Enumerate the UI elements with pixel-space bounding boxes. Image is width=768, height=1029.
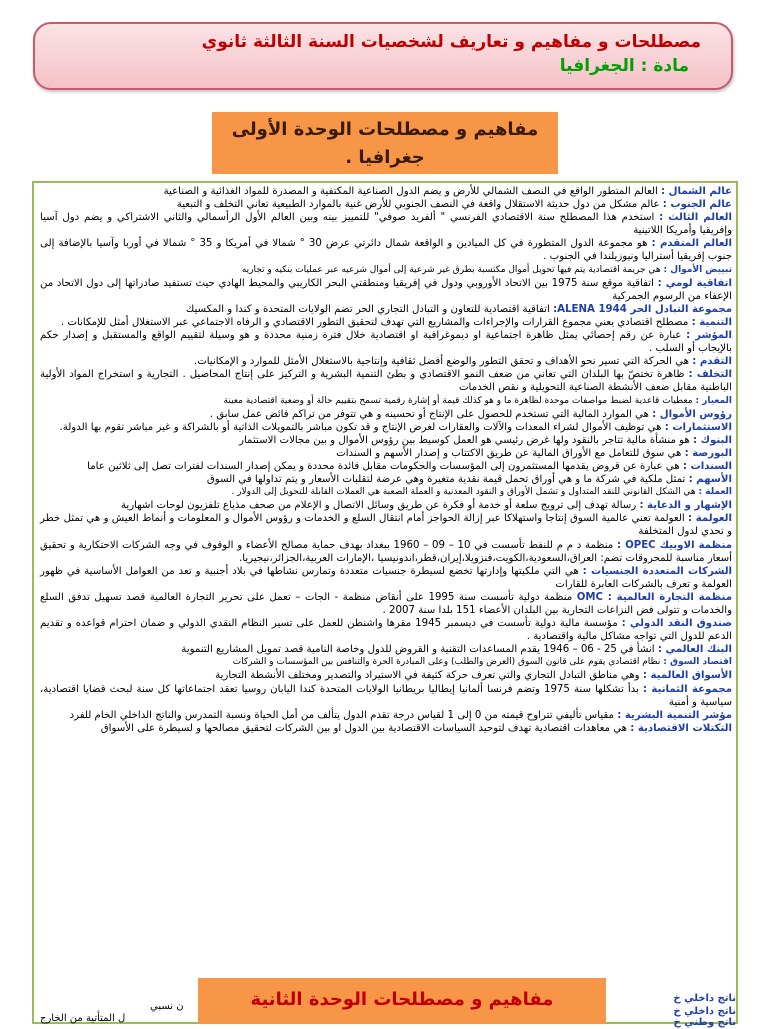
definition-text: عالم مشكل من دول حديثة الاستقلال واقعة في النصف الجنوبي للأرض غنية بالموارد الطبيعية تعاني التخلف و التبعية xyxy=(176,199,663,211)
definition-entry xyxy=(40,565,732,591)
definition-text: هي جريمة اقتصادية يتم فيها تحويل أموال مكتسبة بطرق غير شرعية إلى أموال شرعيه عبر عمليات بنكيه و تجاريه xyxy=(241,264,664,275)
definition-entry xyxy=(40,211,732,237)
definition-term: العملة : xyxy=(698,487,732,498)
definition-term: اقتصاد السوق : xyxy=(663,657,732,668)
peek-row-3 xyxy=(674,1016,736,1029)
definition-term: صندوق النقد الدولي : xyxy=(621,618,732,630)
definition-entry xyxy=(40,643,732,656)
definition-term: المعيار : xyxy=(695,395,732,406)
peek-term: ناتج داخلي خ xyxy=(673,1006,736,1017)
definition-text: انشأ في 25 - 06 – 1946 يقدم المساعدات التقنية و القروض للدول وخاصة النامية قصد تمويل المشاريع التنموية xyxy=(181,644,658,656)
definition-term: التقدم : xyxy=(692,356,732,368)
definition-term: العالم الثالث : xyxy=(659,212,732,224)
definition-text: مقياس تأليفي تتراوح قيمته من 0 إلى 1 لقياس درجة تقدم الدول يتألف من أمل الحياة ونسبة التمدرس والناتج الداخلي الخام للفرد xyxy=(69,709,618,721)
definition-entry xyxy=(40,237,732,263)
definition-term: الشركات المتعددة الجنسيات : xyxy=(582,565,733,577)
definition-text: هي سوق للتعامل مع الأوراق المالية عن طريق الاكتتاب و إصدار الأسهم و السندات xyxy=(336,447,685,459)
definition-term: منظمة التجارة العالمية : OMC xyxy=(576,591,733,603)
unit1-title: مفاهيم و مصطلحات الوحدة الأولى جغرافيا . xyxy=(231,119,539,168)
definition-term: الاستثمارات : xyxy=(664,421,732,433)
definition-entry xyxy=(40,709,732,722)
definition-text: هو منشأة مالية تتاجر بالنقود ولها غرض رئيسي هو العمل كوسيط بين رؤوس الأموال و بين مجالات الاستثمار xyxy=(239,434,694,446)
definition-term: المؤشر : xyxy=(686,330,732,342)
unit2-title: مفاهيم و مصطلحات الوحدة الثانية xyxy=(250,989,554,1010)
definition-term: رؤوس الأموال : xyxy=(652,408,732,420)
definition-entry xyxy=(40,656,732,669)
definition-term: التكتلات الاقتصادية : xyxy=(630,722,732,734)
definition-entry xyxy=(40,669,732,682)
definition-text: منظمة د م م للنفط تأسست في 10 – 09 – 1960 ببغداد بهدف حماية مصالح الأعضاء و الوقوف في وجه الشركات الاحتكارية و تحقيق أسعار مناسبة للمحروقات تضم: العراق،السعودية،الكويت،فنزويلا،إيران،قطر،اندونيسيا ،الإمارات العربية،الجزائر،نيجيريا. xyxy=(40,539,732,564)
definition-text: هي توظيف الأموال لشراء المعدات والآلات والعقارات لغرض الإنتاج و قد تكون مباشر بالتمويلات الذاتية أو بالشراكة و غير مباشر تقوم بها الدولة. xyxy=(59,421,665,433)
definition-term: السندات : xyxy=(682,460,732,472)
definition-term: عالم الشمال : xyxy=(661,186,732,197)
definition-term: البنك العالمي : xyxy=(657,644,732,656)
definition-entry xyxy=(40,539,732,565)
definition-entry xyxy=(40,591,732,617)
unit2-title-box xyxy=(198,978,606,1024)
definition-text: هي الموارد المالية التي تستخدم للحصول على الإنتاج أو تحسينه و هي تتوفر من تراكم فائض عمل سابق . xyxy=(209,408,653,420)
definition-entry xyxy=(40,683,732,709)
definition-term: اتفاقية لومي : xyxy=(657,277,732,289)
peek-text: ن نسبي xyxy=(150,1001,184,1012)
document-title: مصطلحات و مفاهيم و تعاريف لشخصيات السنة الثالثة ثانوي xyxy=(201,32,701,52)
definition-text: مصطلح اقتصادي يعني مجموع القرارات والإجراءات والمشاريع التي تهدف لتحقيق التطور الاقتصادي و الرفاه الاجتماعي عبر الاستغلال أمثل للإمكانات . xyxy=(60,316,692,328)
definition-text: وهي مناطق التبادل التجاري والتي تعرف حركة كثيفة في الاستيراد والتصدير ومختلف الأنشطة التجارية xyxy=(215,670,643,682)
definition-entry xyxy=(40,408,732,421)
definition-entry xyxy=(40,512,732,538)
definition-text: العولمة تعني عالمية السوق إنتاجا واستهلاكا عبر إزالة الحواجز أمام انتقال السلع و الخدمات و رؤوس الأموال و المعلومات و أنماط العيش و هي تمثل خطر و تحدي لدول المتخلفة xyxy=(40,513,732,538)
definition-text: استخدم هذا المصطلح سنة الاقتصادي الفرنسي " ألفريد صوفي" للتمييز بينه وبين العالم الأول الرأسمالي والثاني الاشتراكي و يضم دول آسيا وإفريقيا وأمريكا اللاتينية xyxy=(40,212,732,237)
peek-row-1 xyxy=(673,992,736,1005)
definition-entry xyxy=(40,434,732,447)
definition-entry xyxy=(40,447,732,460)
definition-text: هي الحركة التي تسير نحو الأهداف و تحقق التطور والوضع أفضل ثقافية وإنتاجية بالاستغلال الأمثل للموارد و الإمكانيات. xyxy=(193,356,693,368)
definition-term: عالم الجنوب : xyxy=(662,199,732,211)
definition-term: مجموعة التبادل الحر ALENA 1944: xyxy=(553,303,732,315)
definition-entry xyxy=(40,421,732,434)
definition-term: العولمة : xyxy=(688,513,732,525)
definition-term: مجموعة الثمانية : xyxy=(642,683,733,695)
definition-entry xyxy=(40,329,732,355)
definition-text: عبارة عن رقم إحصائي يمثل ظاهرة اجتماعية او ديموغرافية او اقتصادية خلال فترة زمنية محددة و هو وسيلة لتقييم الواقع والمستقبل و إصدار حكم بالإيجاب أو السلب . xyxy=(40,330,732,355)
definition-entry xyxy=(40,499,732,512)
definitions-box xyxy=(32,181,738,1024)
definition-text: نظام اقتصادي يقوم على قانون السوق (العرض والطلب) وعلى المبادرة الحرة والتنافس بين المؤسسات و الشركات xyxy=(232,657,664,668)
definition-entry xyxy=(40,617,732,643)
definition-text: اتفاقية موقع سنة 1975 بين الاتحاد الأوروبي ودول في إفريقيا ومنطقتي البحر الكاريبي والمحيط الهادي حيث تستفيد صادراتها إلى دول الاتحاد من الإعفاء من الرسوم الجمركية xyxy=(40,277,732,302)
peek-text-2 xyxy=(150,1000,184,1013)
definition-entry xyxy=(40,277,732,303)
definition-term: تبييض الأموال : xyxy=(663,264,732,275)
definition-text: مؤسسة مالية دولية تأسست في ديسمبر 1945 مقرها واشنطن للعمل على تسير النظام النقدي الدولي و ضمان احترام قواعده و تقديم الدعم للدول التي تواجه مشاكل مالية واقتصادية . xyxy=(40,618,732,643)
definition-text: هي الشكل القانوني للنقد المتداول و تشمل الأوراق و النقود المعدنية و العملة الصعبة هي العملات القابلة للتحويل إلى الدولار . xyxy=(231,487,699,498)
definition-term: التنمية : xyxy=(691,316,732,328)
definition-text: بدأ تشكلها سنة 1975 وتضم فرنسا ألمانيا إيطاليا بريطانيا الولايات المتحدة كندا اليابان روسيا تعقد اجتماعاتها كل سنة لبحث قضايا اقتصادية، سياسية و أمنية xyxy=(40,683,732,708)
definition-text: منظمة دولية تأسست سنة 1995 على أنقاض منظمة - الجات – تعمل على تحرير التجارة العالمية قصد تسهيل تدفق السلع والخدمات و تتولى فض النزاعات التجارية بين البلدان الأعضاء 151 بلدا سنة 2007 . xyxy=(40,591,732,616)
definition-term: منظمة الاوبيك OPEC : xyxy=(616,539,732,551)
title-banner xyxy=(33,22,733,90)
definition-text: تمثل ملكية في شركة ما و هي أوراق تحمل قيمة نقدية متغيرة وهي عرضة لتقلبات الأسعار و يتم تداولها في السوق xyxy=(206,474,689,486)
subject-label: مادة : الجغرافيا xyxy=(559,56,689,76)
definition-text: اتفاقية اقتصادية للتعاون و التبادل التجاري الحر تضم الولايات المتحدة و كندا و المكسيك xyxy=(185,303,554,315)
peek-text-3 xyxy=(40,1012,125,1025)
definition-text: ظاهرة تختصّ بها البلدان التي تعاني من ضعف النمو الاقتصادي و بطئ التنمية البشرية و التركيز على إنتاج المحاصيل . التجارية و استخراج المواد الأولية الباطنية مقابل ضعف الأنشطة الصناعية التحويلية و نقص الخدمات xyxy=(40,369,732,394)
definition-text: معطيات قاعدية لضبط مواصفات موحدة لظاهرة ما و هو كذلك قيمة أو إشارة رقمية تسمح بتقييم حالة أو وضعية اقتصادية معينة xyxy=(223,395,696,406)
definition-term: الأسواق العالمية : xyxy=(642,670,732,682)
definition-text: العالم المتطور الواقع في النصف الشمالي للأرض و يضم الدول الصناعية المكتفية و المصدرة للمواد الغذائية و الصناعية xyxy=(163,186,662,197)
definition-text: هي معاهدات اقتصادية تهدف لتوحيد السياسات الاقتصادية بين الدول او بين الشركات لتحقيق مصالحها و لسيطرة على الأسواق xyxy=(100,722,631,734)
definition-entry xyxy=(40,198,732,211)
definition-text: هي التي ملكيتها وإدارتها تخضع لسيطرة جنسيات متعددة وتمارس نشاطها في بلاد أجنبية و تعد من العوامل الأساسية في ظهور العولمة و تعرف بالشركات العابرة للقارات xyxy=(40,565,732,590)
definition-entry xyxy=(40,722,732,735)
definition-term: الإشهار و الدعاية : xyxy=(639,500,732,512)
definition-term: البنوك : xyxy=(693,434,732,446)
definition-term: البورصة : xyxy=(684,447,732,459)
definition-entry xyxy=(40,486,732,499)
definition-entry xyxy=(40,473,732,486)
definition-term: مؤشر التنمية البشرية : xyxy=(617,709,732,721)
definition-entry xyxy=(40,316,732,329)
unit1-title-box xyxy=(212,112,558,174)
peek-term: ناتج وطني خ xyxy=(673,1017,736,1028)
definition-text: رسالة تهدف إلى ترويج سلعة أو خدمة أو فكرة عن طريق وسائل الاتصال و الإعلام من صحف مذياع تلفزيون لوحات اشهارية xyxy=(120,500,640,512)
peek-text: ل المتأتية من الخارج xyxy=(40,1013,126,1024)
definition-text: هي عبارة عن قروض يقدمها المستثمرون إلى المؤسسات والحكومات مقابل فائدة محددة و يمكن إصدار السندات لفترات تصل إلى ثلاثين عاما xyxy=(87,460,683,472)
definition-entry xyxy=(40,264,732,277)
definition-entry xyxy=(40,395,732,408)
definition-entry xyxy=(40,460,732,473)
definition-entry xyxy=(40,303,732,316)
definition-term: العالم المتقدم : xyxy=(651,238,732,250)
definition-entry xyxy=(40,368,732,394)
definition-entry xyxy=(40,355,732,368)
definition-term: التخلف : xyxy=(688,369,733,381)
definition-term: الأسهم : xyxy=(688,474,732,486)
definition-text: هو مجموعة الدول المتطورة في كل الميادين و الواقعة شمال دائرتي عرض 30 ° شمالا في أمريكا و 35 ° شمالا في أوربا وآسيا بالإضافة إلى جنوب إفريقيا أستراليا ونيوزيلندا في الجنوب . xyxy=(40,238,732,263)
definition-entry xyxy=(40,185,732,198)
peek-term: ناتج داخلي خ xyxy=(673,993,736,1004)
